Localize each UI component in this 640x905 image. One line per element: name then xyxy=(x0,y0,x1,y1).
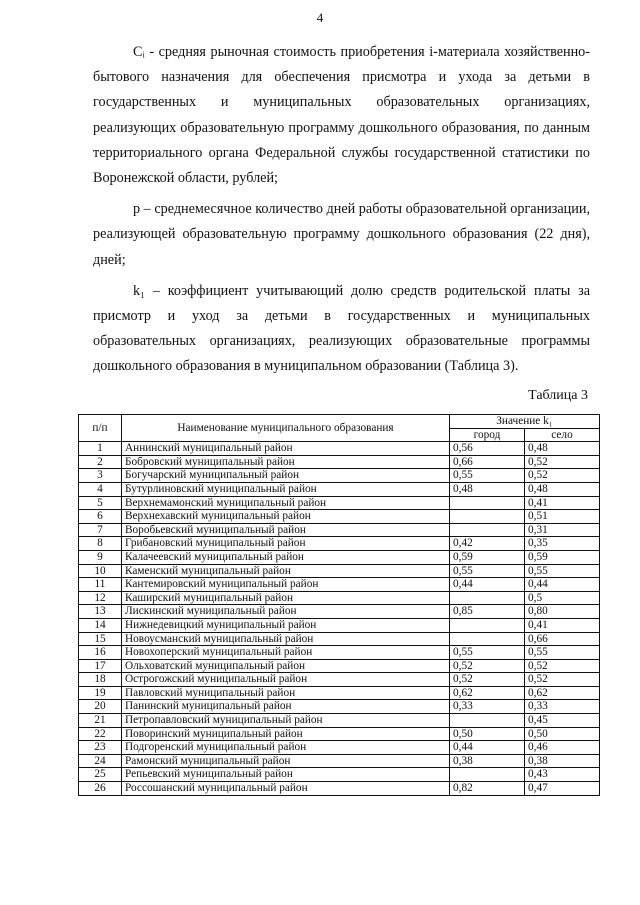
municipality-name: Новохоперский муниципальный район xyxy=(122,646,450,660)
row-number: 1 xyxy=(79,442,122,456)
row-number: 20 xyxy=(79,700,122,714)
city-value: 0,85 xyxy=(450,605,525,619)
municipality-name: Россошанский муниципальный район xyxy=(122,782,450,796)
village-value: 0,33 xyxy=(525,700,600,714)
page-number: 4 xyxy=(316,10,324,25)
municipality-name: Павловский муниципальный район xyxy=(122,686,450,700)
table-row xyxy=(79,510,600,524)
row-number: 9 xyxy=(79,550,122,564)
row-number: 4 xyxy=(79,482,122,496)
table-row xyxy=(79,455,600,469)
municipality-name: Новоусманский муниципальный район xyxy=(122,632,450,646)
header-village: село xyxy=(525,428,600,442)
row-number: 2 xyxy=(79,455,122,469)
municipality-name: Рамонский муниципальный район xyxy=(122,754,450,768)
city-value xyxy=(450,510,525,524)
municipality-name: Кантемировский муниципальный район xyxy=(122,578,450,592)
table-row xyxy=(79,782,600,796)
table-row xyxy=(79,496,600,510)
table-row xyxy=(79,618,600,632)
village-value: 0,62 xyxy=(525,686,600,700)
table-row xyxy=(79,700,600,714)
city-value xyxy=(450,523,525,537)
row-number: 12 xyxy=(79,591,122,605)
municipality-name: Богучарский муниципальный район xyxy=(122,469,450,483)
row-number: 18 xyxy=(79,673,122,687)
village-value: 0,52 xyxy=(525,659,600,673)
city-value: 0,82 xyxy=(450,782,525,796)
city-value: 0,52 xyxy=(450,673,525,687)
village-value: 0,44 xyxy=(525,578,600,592)
table-row xyxy=(79,523,600,537)
city-value xyxy=(450,768,525,782)
table-row xyxy=(79,578,600,592)
village-value: 0,66 xyxy=(525,632,600,646)
header-value: Значение k₁ xyxy=(450,415,600,429)
city-value: 0,52 xyxy=(450,659,525,673)
city-value: 0,33 xyxy=(450,700,525,714)
city-value: 0,44 xyxy=(450,578,525,592)
village-value: 0,52 xyxy=(525,469,600,483)
table-row xyxy=(79,482,600,496)
village-value: 0,47 xyxy=(525,782,600,796)
municipality-name: Поворинский муниципальный район xyxy=(122,727,450,741)
row-number: 7 xyxy=(79,523,122,537)
municipality-name: Бобровский муниципальный район xyxy=(122,455,450,469)
row-number: 23 xyxy=(79,741,122,755)
village-value: 0,59 xyxy=(525,550,600,564)
row-number: 25 xyxy=(79,768,122,782)
table-row xyxy=(79,714,600,728)
city-value: 0,59 xyxy=(450,550,525,564)
row-number: 15 xyxy=(79,632,122,646)
municipality-name: Нижнедевицкий муниципальный район xyxy=(122,618,450,632)
header-city: город xyxy=(450,428,525,442)
village-value: 0,46 xyxy=(525,741,600,755)
row-number: 6 xyxy=(79,510,122,524)
table-row xyxy=(79,537,600,551)
city-value: 0,55 xyxy=(450,564,525,578)
table-row xyxy=(79,632,600,646)
city-value: 0,66 xyxy=(450,455,525,469)
paragraph-k1: k₁ – коэффициент учитывающий долю средств родительской платы за присмотр и уход за детьми в государственных и муниципальных образовательных организациях, реализующих образовательные программы дошкольного образования в муниципальном образовании (Таблица 3). xyxy=(93,282,590,375)
city-value: 0,62 xyxy=(450,686,525,700)
city-value: 0,42 xyxy=(450,537,525,551)
row-number: 17 xyxy=(79,659,122,673)
header-row xyxy=(79,415,600,429)
coefficient-table xyxy=(78,414,600,796)
header-num: п/п xyxy=(79,415,122,442)
city-value: 0,55 xyxy=(450,469,525,483)
row-number: 13 xyxy=(79,605,122,619)
table-row xyxy=(79,646,600,660)
table-body xyxy=(79,442,600,795)
table-row xyxy=(79,727,600,741)
village-value: 0,31 xyxy=(525,523,600,537)
row-number: 16 xyxy=(79,646,122,660)
village-value: 0,48 xyxy=(525,442,600,456)
row-number: 5 xyxy=(79,496,122,510)
municipality-name: Каширский муниципальный район xyxy=(122,591,450,605)
village-value: 0,35 xyxy=(525,537,600,551)
municipality-name: Петропавловский муниципальный район xyxy=(122,714,450,728)
row-number: 14 xyxy=(79,618,122,632)
municipality-name: Подгоренский муниципальный район xyxy=(122,741,450,755)
village-value: 0,41 xyxy=(525,618,600,632)
row-number: 3 xyxy=(79,469,122,483)
table-row xyxy=(79,686,600,700)
municipality-name: Острогожский муниципальный район xyxy=(122,673,450,687)
city-value: 0,38 xyxy=(450,754,525,768)
village-value: 0,5 xyxy=(525,591,600,605)
row-number: 11 xyxy=(79,578,122,592)
city-value: 0,50 xyxy=(450,727,525,741)
row-number: 8 xyxy=(79,537,122,551)
row-number: 10 xyxy=(79,564,122,578)
table-row xyxy=(79,591,600,605)
table-row xyxy=(79,564,600,578)
row-number: 22 xyxy=(79,727,122,741)
table-row xyxy=(79,754,600,768)
village-value: 0,41 xyxy=(525,496,600,510)
table-row xyxy=(79,741,600,755)
municipality-name: Ольховатский муниципальный район xyxy=(122,659,450,673)
table-row xyxy=(79,469,600,483)
municipality-name: Панинский муниципальный район xyxy=(122,700,450,714)
row-number: 19 xyxy=(79,686,122,700)
table-row xyxy=(79,550,600,564)
paragraph-ci: Cᵢ - средняя рыночная стоимость приобретения i-материала хозяйственно-бытового назначения для обеспечения присмотра и ухода за детьми в государственных и муниципальных образовательных организациях, реализующих образовательную программу дошкольного образования, по данным территориального органа Федеральной службы государственной статистики по Воронежской области, рублей; xyxy=(93,44,590,187)
municipality-name: Бутурлиновский муниципальный район xyxy=(122,482,450,496)
municipality-name: Репьевский муниципальный район xyxy=(122,768,450,782)
municipality-name: Воробьевский муниципальный район xyxy=(122,523,450,537)
city-value: 0,48 xyxy=(450,482,525,496)
city-value: 0,44 xyxy=(450,741,525,755)
municipality-name: Грибановский муниципальный район xyxy=(122,537,450,551)
table-row xyxy=(79,659,600,673)
table-row xyxy=(79,673,600,687)
village-value: 0,80 xyxy=(525,605,600,619)
village-value: 0,45 xyxy=(525,714,600,728)
city-value xyxy=(450,496,525,510)
municipality-name: Калачеевский муниципальный район xyxy=(122,550,450,564)
village-value: 0,51 xyxy=(525,510,600,524)
city-value: 0,55 xyxy=(450,646,525,660)
village-value: 0,52 xyxy=(525,673,600,687)
table-row xyxy=(79,605,600,619)
city-value xyxy=(450,618,525,632)
village-value: 0,50 xyxy=(525,727,600,741)
village-value: 0,38 xyxy=(525,754,600,768)
city-value xyxy=(450,632,525,646)
city-value xyxy=(450,591,525,605)
body-text xyxy=(93,40,590,382)
paragraph-p: p – среднемесячное количество дней работы образовательной организации, реализующей образовательную программу дошкольного образования (22 дня), дней; xyxy=(93,201,590,268)
village-value: 0,55 xyxy=(525,564,600,578)
municipality-name: Аннинский муниципальный район xyxy=(122,442,450,456)
village-value: 0,52 xyxy=(525,455,600,469)
row-number: 24 xyxy=(79,754,122,768)
table-row xyxy=(79,768,600,782)
row-number: 26 xyxy=(79,782,122,796)
city-value: 0,56 xyxy=(450,442,525,456)
municipality-name: Верхнемамонский муниципальный район xyxy=(122,496,450,510)
municipality-name: Верхнехавский муниципальный район xyxy=(122,510,450,524)
municipality-name: Лискинский муниципальный район xyxy=(122,605,450,619)
municipality-name: Каменский муниципальный район xyxy=(122,564,450,578)
village-value: 0,43 xyxy=(525,768,600,782)
header-name: Наименование муниципального образования xyxy=(122,415,450,442)
village-value: 0,48 xyxy=(525,482,600,496)
table-header xyxy=(79,415,600,442)
row-number: 21 xyxy=(79,714,122,728)
village-value: 0,55 xyxy=(525,646,600,660)
table-caption: Таблица 3 xyxy=(528,388,588,403)
city-value xyxy=(450,714,525,728)
table-row xyxy=(79,442,600,456)
